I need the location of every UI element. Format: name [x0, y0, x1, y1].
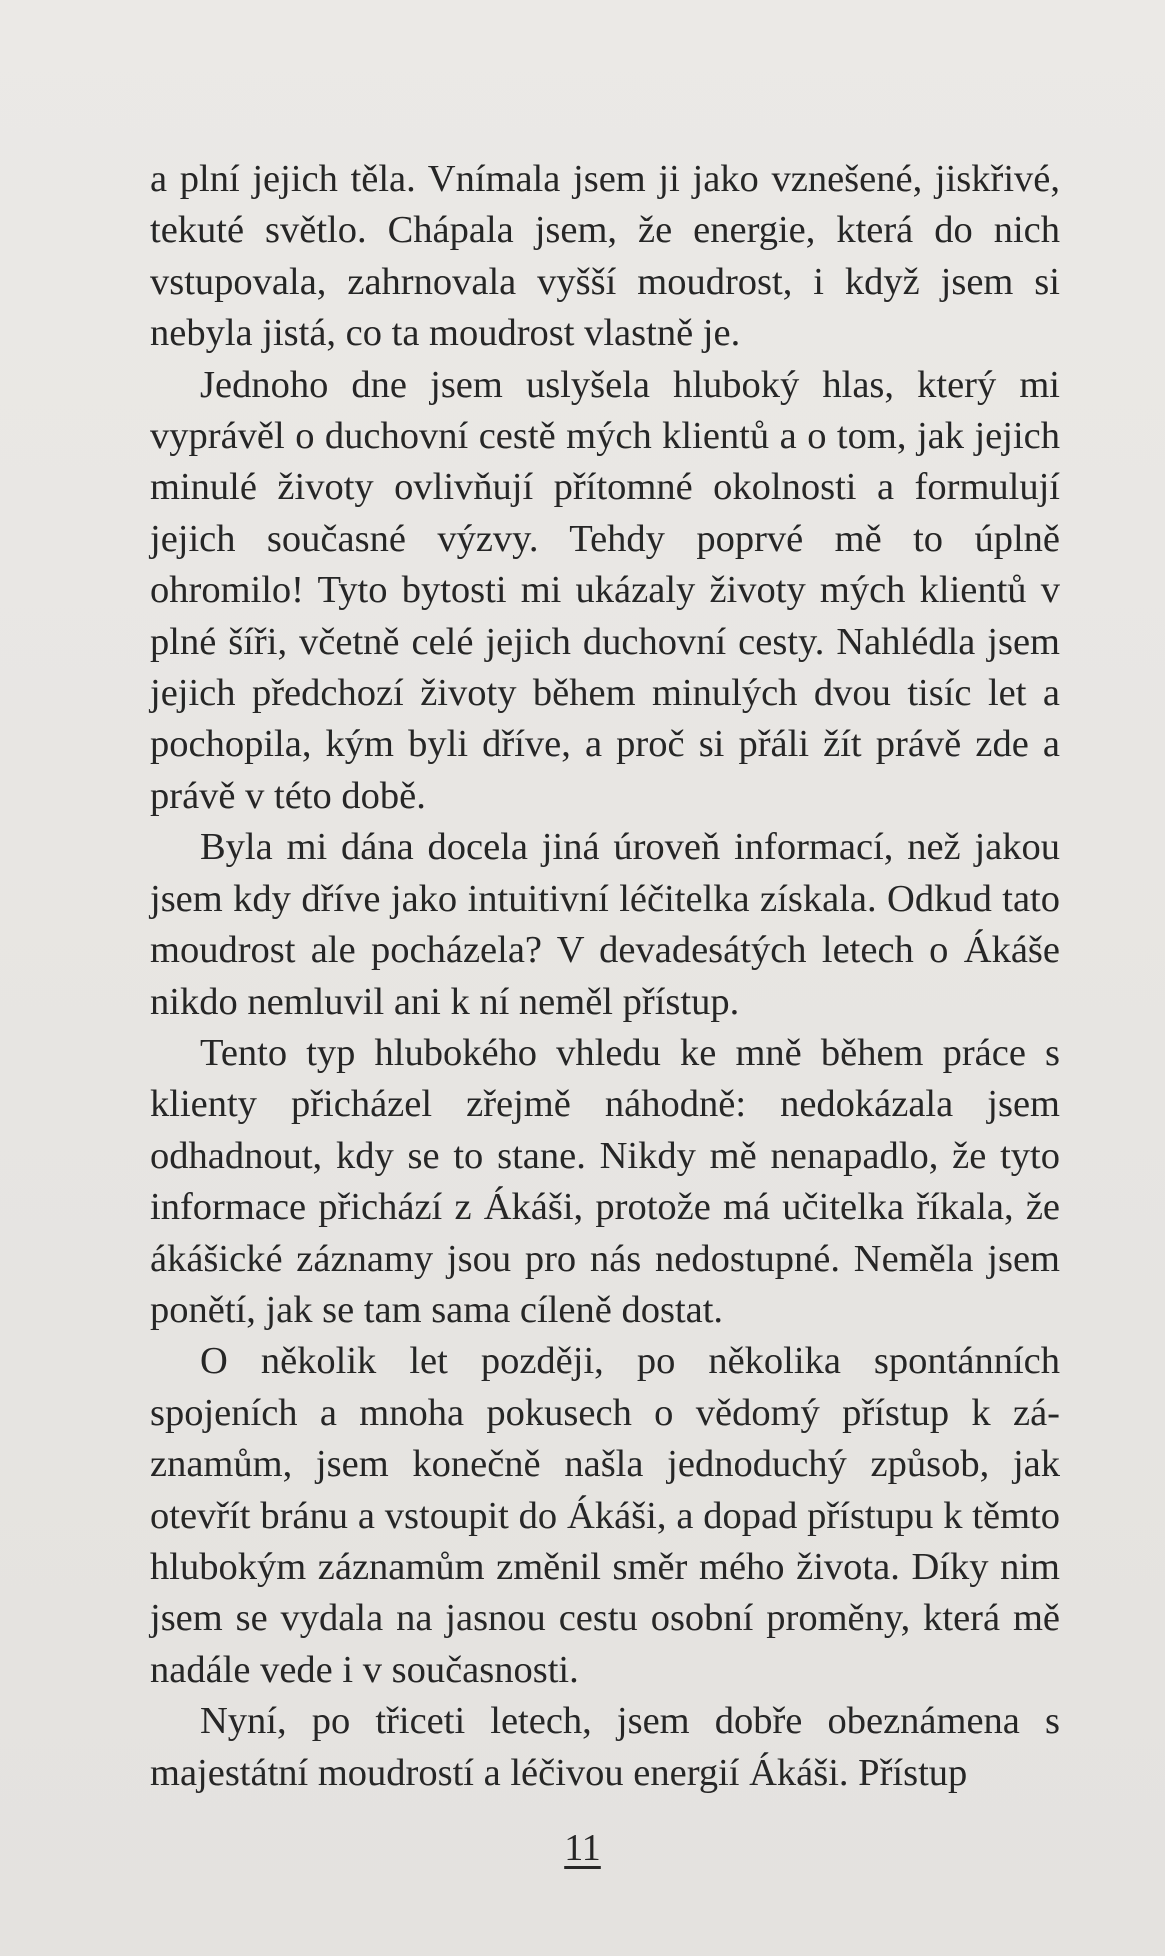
- page-number: [0, 1826, 1165, 1870]
- paragraph-4: Tento typ hlubokého vhledu ke mně během práce s klienty přicházel zřejmě náhodně: nedokázala jsem odhadnout, kdy se to stane. Nikdy mě nenapadlo, že tyto informace přichází z Ákáši, protože má učitelka říkala, že ákášické záznamy jsou pro nás nedostupné. Neměla jsem ponětí, jak se tam sama cíleně dostat.: [150, 1031, 1060, 1331]
- paragraph-1: a plní jejich těla. Vnímala jsem ji jako vznešené, jiskřivé, tekuté světlo. Chápala jsem, že energie, která do nich vstupovala, zahrnovala vyšší moudrost, i když jsem si nebyla jistá, co ta moudrost vlastně je.: [150, 158, 1060, 355]
- page-number-label: 11: [564, 1827, 601, 1869]
- paragraph-6: Nyní, po třiceti letech, jsem dobře obeznámena s majestátní moudrostí a léčivou energií Ákáši. Přístup: [150, 1700, 1060, 1794]
- paragraph-2: Jednoho dne jsem uslyšela hluboký hlas, který mi vyprávěl o duchovní cestě mých klientů a o tom, jak jejich minulé životy ovlivňují přítomné okolnosti a formulují jejich současné výzvy. Tehdy poprvé mě to úplně ohromilo! Tyto bytosti mi ukázaly životy mých klientů v plné šíři, včetně celé jejich duchovní cesty. Nahlédla jsem jejich předchozí životy během minulých dvou tisíc let a pochopila, kým byli dříve, a proč si přáli žít právě zde a právě v této době.: [150, 363, 1060, 817]
- paragraph-5: O několik let později, po několika spontánních spojeních a mnoha pokusech o vědomý přístup k záznamům, jsem konečně našla jednoduchý způsob, jak otevřít bránu a vstoupit do Ákáši, a dopad přístupu k těmto hlubokým záznamům změnil směr mého života. Díky nim jsem se vydala na jasnou cestu osobní proměny, která mě nadále vede i v současnosti.: [150, 1340, 1060, 1691]
- body-text: [150, 154, 1060, 1799]
- paragraph-3: Byla mi dána docela jiná úroveň informací, než jakou jsem kdy dříve jako intuitivní léčitelka získala. Odkud tato moudrost ale pocházela? V devadesátých letech o Ákáše nikdo nemluvil ani k ní neměl přístup.: [150, 826, 1060, 1023]
